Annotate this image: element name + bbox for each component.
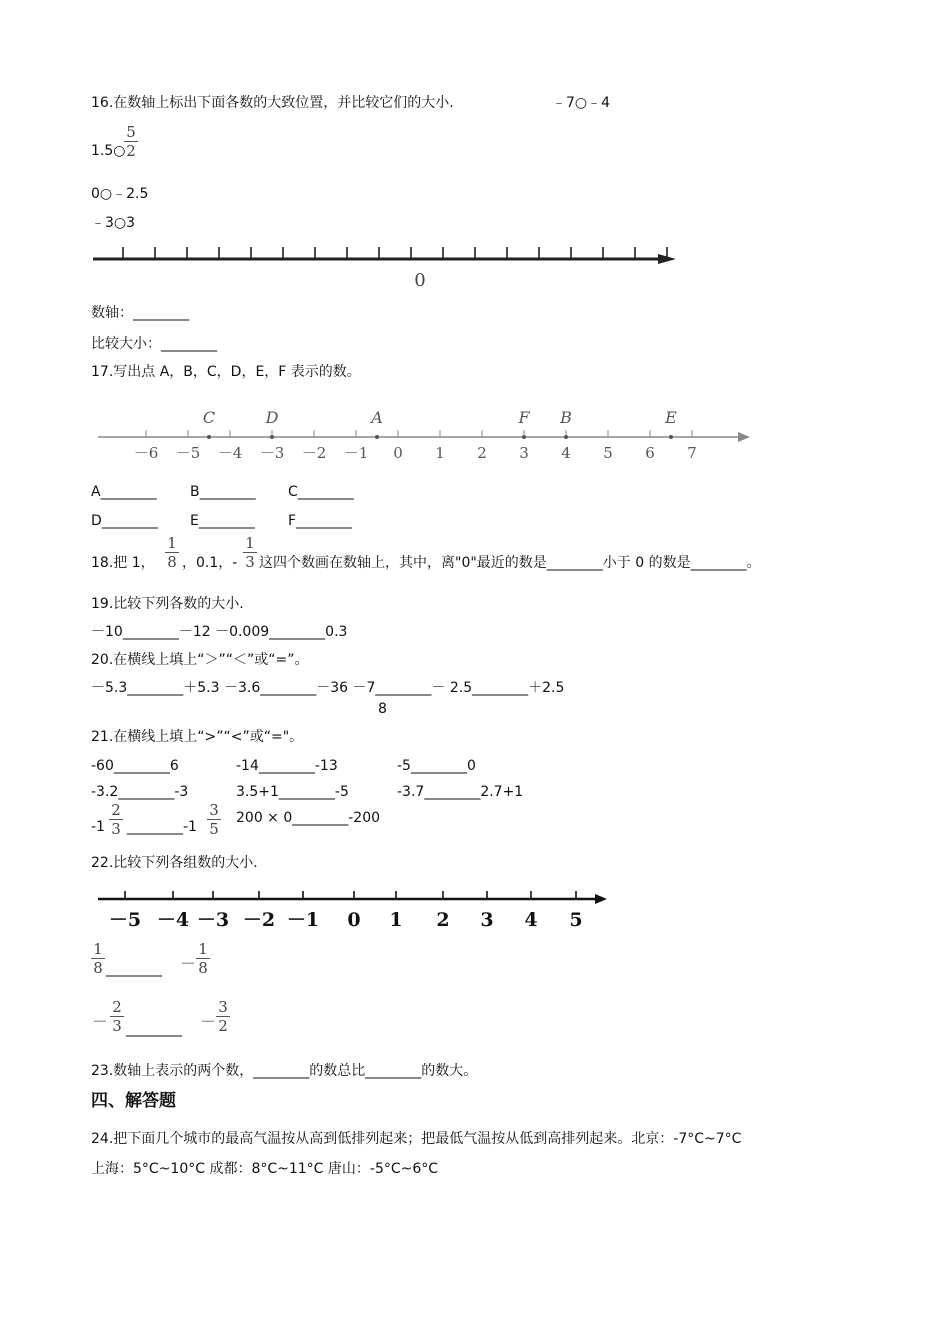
- q21-r1c2: -14________-13: [236, 758, 338, 774]
- q17-tick-label: 4: [561, 444, 571, 462]
- q16-pair1: ﹣7○﹣4: [552, 95, 611, 111]
- frac-numerator: 3: [209, 801, 219, 819]
- q22-r1-left-frac: [91, 941, 105, 976]
- q20-line: －5.3________＋5.3 －3.6________－36 －7________－ 2.5________＋2.5: [91, 680, 565, 696]
- frac-numerator: 3: [218, 998, 228, 1016]
- frac-denominator: 3: [111, 820, 121, 838]
- frac-denominator: 8: [198, 959, 208, 977]
- q17-number-line: [90, 400, 760, 470]
- q21-title: 21.在横线上填上“>”“<”或“="。: [91, 729, 304, 745]
- q21-r3c2: 200 × 0________-200: [236, 810, 381, 826]
- q21-r1c1: -60________6: [91, 758, 179, 774]
- q22-tick-label: 2: [436, 909, 450, 931]
- frac-denominator: 2: [218, 1017, 228, 1035]
- q24-line1: 24.把下面几个城市的最高气温按从高到低排列起来；把最低气温按从低到高排列起来。北京：-7°C~7°C: [91, 1131, 742, 1147]
- q17-tick-label: 3: [519, 444, 529, 462]
- q18-part1: 18.把 1，: [91, 555, 155, 571]
- frac-denominator: 3: [245, 553, 255, 571]
- q17-title: 17.写出点 A，B，C，D，E，F 表示的数。: [91, 364, 361, 380]
- q17-tick-label: －2: [301, 444, 327, 462]
- q17-tick-label: 0: [393, 444, 403, 462]
- q17-point-label-E: E: [665, 408, 677, 427]
- q17-point-B: [564, 435, 568, 439]
- fraction-2-3: [109, 802, 123, 837]
- q17-tick-label: －5: [175, 444, 201, 462]
- q17-tick-label: 6: [645, 444, 655, 462]
- q17-tick-label: －4: [217, 444, 243, 462]
- fraction-3-5: [207, 802, 221, 837]
- q22-tick-label: －1: [286, 909, 320, 931]
- q17-point-A: [375, 435, 379, 439]
- q21-r3-int: -1: [91, 819, 105, 835]
- q22-r2-sign-left: －: [92, 1012, 109, 1031]
- fraction-1-3: [243, 535, 257, 570]
- section-4-heading: 四、解答题: [91, 1091, 176, 1111]
- q22-r1-right-frac: [196, 941, 210, 976]
- q17-tick-label: －1: [343, 444, 369, 462]
- q17-point-label-A: A: [371, 408, 383, 427]
- frac-denominator: 2: [126, 142, 136, 160]
- frac-denominator: 8: [93, 959, 103, 977]
- q22-tick-label: 1: [389, 909, 403, 931]
- q18-part2: ，0.1，-: [182, 555, 238, 571]
- q17-tick-label: 7: [687, 444, 697, 462]
- q23-line: 23.数轴上表示的两个数，________的数总比________的数大。: [91, 1063, 478, 1079]
- q21-r1c3: -5________0: [397, 758, 476, 774]
- frac-denominator: 5: [209, 820, 219, 838]
- fraction-1-8: [165, 535, 179, 570]
- q17-blank-B: B________: [190, 484, 256, 500]
- q17-point-label-D: D: [265, 408, 279, 427]
- q22-tick-label: －3: [196, 909, 230, 931]
- q19-title: 19.比较下列各数的大小.: [91, 596, 244, 612]
- q22-r2-left-frac: [110, 999, 124, 1034]
- q22-tick-label: －5: [108, 909, 142, 931]
- q18-part3: 这四个数画在数轴上，其中，离"0"最近的数是________小于 0 的数是________。: [259, 555, 761, 571]
- q22-tick-label: 3: [480, 909, 494, 931]
- q17-blank-C: C________: [288, 484, 354, 500]
- q17-point-C: [207, 435, 211, 439]
- q17-tick-label: 2: [477, 444, 487, 462]
- q22-r2-right-frac: [216, 999, 230, 1034]
- q22-r2-blank: ________: [126, 1021, 182, 1037]
- q17-tick-label: 5: [603, 444, 613, 462]
- q16-number-line: [90, 240, 690, 292]
- q21-r2c2: 3.5+1________-5: [236, 784, 349, 800]
- q16-answer-compare: 比较大小：________: [91, 336, 217, 352]
- q22-tick-label: －2: [242, 909, 276, 931]
- q22-r1-sign: －: [180, 954, 197, 973]
- q22-title: 22.比较下列各组数的大小.: [91, 855, 258, 871]
- q16-answer-axis: 数轴：________: [91, 305, 189, 321]
- q22-r1-blank: ________: [106, 961, 162, 977]
- fraction-5-2: [124, 124, 138, 159]
- q22-tick-label: 5: [569, 909, 583, 931]
- frac-denominator: 3: [112, 1017, 122, 1035]
- q21-r3-mid: ________-1: [127, 819, 197, 835]
- q17-point-F: [522, 435, 526, 439]
- q16-axis-zero: 0: [414, 270, 426, 291]
- q17-blank-F: F________: [288, 513, 353, 529]
- q22-tick-label: －4: [156, 909, 190, 931]
- q17-tick-label: －3: [259, 444, 285, 462]
- q21-r2c3: -3.7________2.7+1: [397, 784, 524, 800]
- q16-pair2: 1.5○: [91, 143, 126, 159]
- q24-line2: 上海：5°C~10°C 成都：8°C~11°C 唐山：-5°C~6°C: [91, 1161, 439, 1177]
- q22-number-line: [95, 888, 615, 938]
- q16-pair4: ﹣3○3: [91, 215, 136, 231]
- q17-tick-label: 1: [435, 444, 445, 462]
- frac-numerator: 1: [198, 940, 208, 958]
- q17-blank-A: A________: [91, 484, 157, 500]
- q17-point-D: [270, 435, 274, 439]
- frac-numerator: 1: [93, 940, 103, 958]
- q17-blank-E: E________: [190, 513, 255, 529]
- frac-numerator: 5: [126, 123, 136, 141]
- q20-title: 20.在横线上填上“＞”“＜”或“=”。: [91, 652, 309, 668]
- frac-numerator: 1: [167, 534, 177, 552]
- q20-sub: 8: [378, 701, 387, 717]
- q22-r2-sign-right: －: [200, 1012, 217, 1031]
- q17-point-label-B: B: [560, 408, 572, 427]
- q19-line: －10________－12 －0.009________0.3: [91, 624, 348, 640]
- frac-numerator: 2: [112, 998, 122, 1016]
- q16-pair3: 0○﹣2.5: [91, 186, 149, 202]
- q17-point-label-F: F: [518, 408, 530, 427]
- q21-r2c1: -3.2________-3: [91, 784, 189, 800]
- q17-point-label-C: C: [202, 408, 216, 427]
- frac-denominator: 8: [167, 553, 177, 571]
- frac-numerator: 1: [245, 534, 255, 552]
- q22-tick-label: 4: [524, 909, 538, 931]
- q17-tick-label: －6: [133, 444, 159, 462]
- frac-numerator: 2: [111, 801, 121, 819]
- q22-tick-label: 0: [347, 909, 361, 931]
- q17-blank-D: D________: [91, 513, 158, 529]
- q17-point-E: [669, 435, 673, 439]
- q16-title: 16.在数轴上标出下面各数的大致位置，并比较它们的大小.: [91, 95, 454, 111]
